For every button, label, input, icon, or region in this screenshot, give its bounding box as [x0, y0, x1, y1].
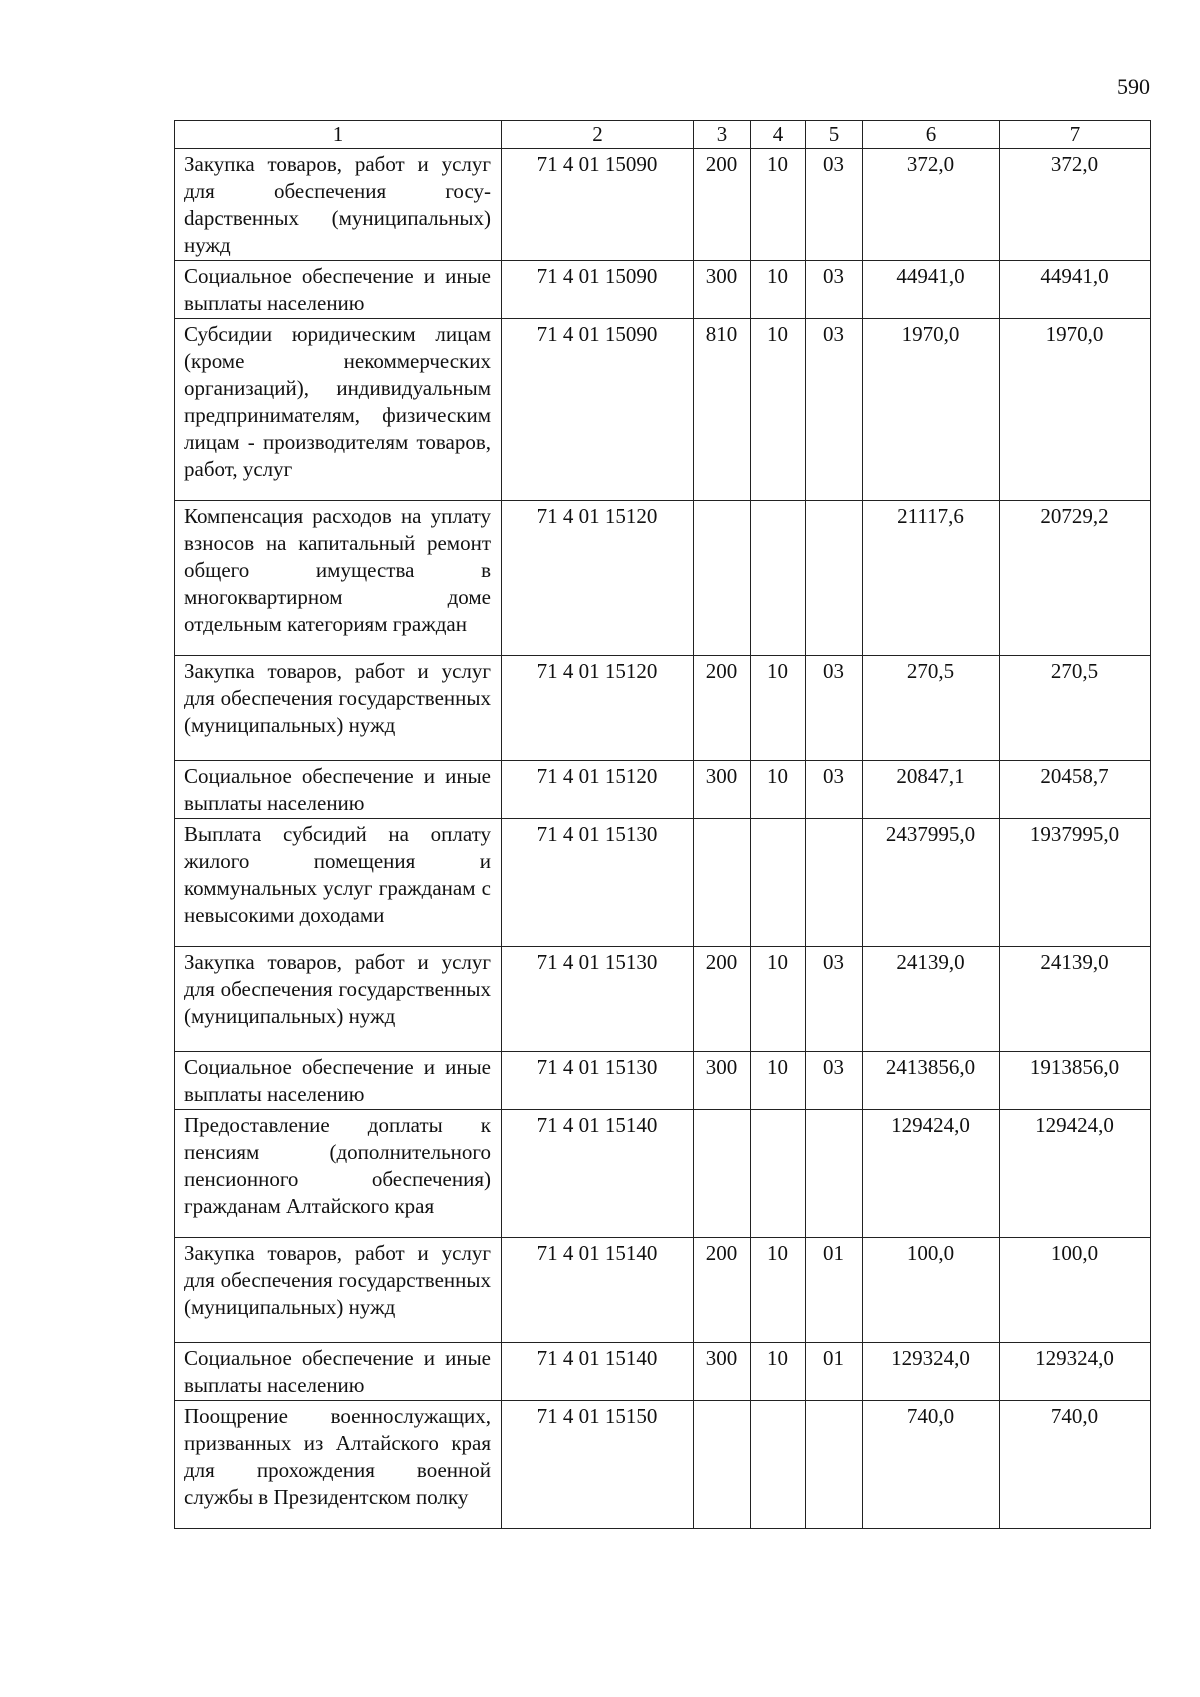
row-amount-2: 1913856,0: [1000, 1052, 1151, 1110]
row-amount-1: 129324,0: [863, 1343, 1000, 1401]
row-name: Социальное обеспечение и иные выплаты населению: [175, 261, 502, 319]
column-header-7: 7: [1000, 121, 1151, 149]
table-row: [175, 501, 1151, 656]
column-header-4: 4: [751, 121, 806, 149]
column-header-5: 5: [806, 121, 863, 149]
table-header: [175, 121, 1151, 149]
row-amount-2: 1937995,0: [1000, 819, 1151, 947]
row-expense-type: 200: [694, 1238, 751, 1343]
row-amount-2: 44941,0: [1000, 261, 1151, 319]
table-row: [175, 819, 1151, 947]
row-amount-2: 1970,0: [1000, 319, 1151, 501]
row-subsection: 01: [806, 1238, 863, 1343]
table-row: [175, 656, 1151, 761]
row-amount-1: 1970,0: [863, 319, 1000, 501]
row-section: 10: [751, 947, 806, 1052]
row-subsection: 03: [806, 261, 863, 319]
column-number-row: [175, 121, 1151, 149]
table-row: [175, 947, 1151, 1052]
row-amount-1: 372,0: [863, 149, 1000, 261]
row-amount-1: 129424,0: [863, 1110, 1000, 1238]
row-name: Выплата субсидий на оплату жилого помещения и коммунальных услуг гражданам с невысокими доходами: [175, 819, 502, 947]
row-subsection: 03: [806, 319, 863, 501]
row-name: Социальное обеспечение и иные выплаты населению: [175, 1052, 502, 1110]
row-amount-2: 129324,0: [1000, 1343, 1151, 1401]
row-expense-type: 300: [694, 761, 751, 819]
row-amount-2: 270,5: [1000, 656, 1151, 761]
row-expense-type: [694, 819, 751, 947]
row-code: 71 4 01 15130: [502, 819, 694, 947]
row-section: [751, 501, 806, 656]
table-row: [175, 319, 1151, 501]
row-name: Компенсация расходов на уплату взносов на капитальный ремонт общего имущества в многоквартирном доме отдельным категориям граждан: [175, 501, 502, 656]
row-amount-1: 270,5: [863, 656, 1000, 761]
row-subsection: [806, 501, 863, 656]
row-amount-1: 2437995,0: [863, 819, 1000, 947]
row-code: 71 4 01 15140: [502, 1238, 694, 1343]
row-amount-2: 100,0: [1000, 1238, 1151, 1343]
row-section: 10: [751, 1343, 806, 1401]
row-amount-2: 24139,0: [1000, 947, 1151, 1052]
row-subsection: 01: [806, 1343, 863, 1401]
row-amount-2: 372,0: [1000, 149, 1151, 261]
row-amount-2: 20729,2: [1000, 501, 1151, 656]
column-header-6: 6: [863, 121, 1000, 149]
row-code: 71 4 01 15120: [502, 501, 694, 656]
row-expense-type: [694, 1110, 751, 1238]
table-body: [175, 149, 1151, 1529]
row-expense-type: 300: [694, 261, 751, 319]
row-section: [751, 1110, 806, 1238]
row-name: Предоставление доплаты к пенсиям (дополнительного пенсионного обеспечения) гражданам Алтайского края: [175, 1110, 502, 1238]
row-amount-2: 129424,0: [1000, 1110, 1151, 1238]
row-name: Закупка товаров, работ и услуг для обеспечения госуdарственных (муниципальных) нужд: [175, 149, 502, 261]
row-expense-type: 200: [694, 656, 751, 761]
table-row: [175, 1110, 1151, 1238]
row-expense-type: [694, 1401, 751, 1529]
row-code: 71 4 01 15120: [502, 761, 694, 819]
row-amount-2: 740,0: [1000, 1401, 1151, 1529]
row-subsection: 03: [806, 149, 863, 261]
row-code: 71 4 01 15130: [502, 1052, 694, 1110]
table-row: [175, 261, 1151, 319]
table-row: [175, 761, 1151, 819]
row-code: 71 4 01 15150: [502, 1401, 694, 1529]
row-expense-type: 200: [694, 149, 751, 261]
row-amount-1: 24139,0: [863, 947, 1000, 1052]
row-subsection: [806, 1110, 863, 1238]
row-amount-1: 100,0: [863, 1238, 1000, 1343]
row-subsection: [806, 1401, 863, 1529]
row-name: Субсидии юридическим лицам (кроме некоммерческих организаций), индивидуальным предпринимателям, физическим лицам - производителям товаров, работ, услуг: [175, 319, 502, 501]
row-code: 71 4 01 15140: [502, 1110, 694, 1238]
row-section: 10: [751, 761, 806, 819]
row-code: 71 4 01 15120: [502, 656, 694, 761]
table-row: [175, 1401, 1151, 1529]
column-header-1: 1: [175, 121, 502, 149]
row-section: 10: [751, 1238, 806, 1343]
row-name: Социальное обеспечение и иные выплаты населению: [175, 761, 502, 819]
row-code: 71 4 01 15140: [502, 1343, 694, 1401]
row-expense-type: [694, 501, 751, 656]
page-number: 590: [1117, 74, 1150, 99]
row-code: 71 4 01 15090: [502, 319, 694, 501]
row-expense-type: 300: [694, 1343, 751, 1401]
row-name: Закупка товаров, работ и услуг для обеспечения государственных (муниципальных) нужд: [175, 947, 502, 1052]
row-section: [751, 819, 806, 947]
row-subsection: 03: [806, 947, 863, 1052]
row-amount-2: 20458,7: [1000, 761, 1151, 819]
row-section: [751, 1401, 806, 1529]
row-subsection: 03: [806, 761, 863, 819]
row-name: Закупка товаров, работ и услуг для обеспечения государственных (муниципальных) нужд: [175, 656, 502, 761]
row-code: 71 4 01 15090: [502, 261, 694, 319]
row-expense-type: 810: [694, 319, 751, 501]
row-section: 10: [751, 149, 806, 261]
table-row: [175, 1052, 1151, 1110]
row-subsection: 03: [806, 656, 863, 761]
row-amount-1: 20847,1: [863, 761, 1000, 819]
column-header-3: 3: [694, 121, 751, 149]
row-section: 10: [751, 261, 806, 319]
column-header-2: 2: [502, 121, 694, 149]
row-code: 71 4 01 15090: [502, 149, 694, 261]
row-subsection: [806, 819, 863, 947]
row-amount-1: 21117,6: [863, 501, 1000, 656]
table-row: [175, 1238, 1151, 1343]
row-name: Поощрение военнослужащих, призванных из Алтайского края для прохождения военной службы в Президентском полку: [175, 1401, 502, 1529]
table-row: [175, 1343, 1151, 1401]
row-section: 10: [751, 319, 806, 501]
row-amount-1: 44941,0: [863, 261, 1000, 319]
budget-table: [174, 120, 1151, 1529]
row-code: 71 4 01 15130: [502, 947, 694, 1052]
row-section: 10: [751, 656, 806, 761]
row-expense-type: 300: [694, 1052, 751, 1110]
row-expense-type: 200: [694, 947, 751, 1052]
row-amount-1: 740,0: [863, 1401, 1000, 1529]
table-row: [175, 149, 1151, 261]
row-name: Закупка товаров, работ и услуг для обеспечения государственных (муниципальных) нужд: [175, 1238, 502, 1343]
row-section: 10: [751, 1052, 806, 1110]
row-name: Социальное обеспечение и иные выплаты населению: [175, 1343, 502, 1401]
row-amount-1: 2413856,0: [863, 1052, 1000, 1110]
row-subsection: 03: [806, 1052, 863, 1110]
